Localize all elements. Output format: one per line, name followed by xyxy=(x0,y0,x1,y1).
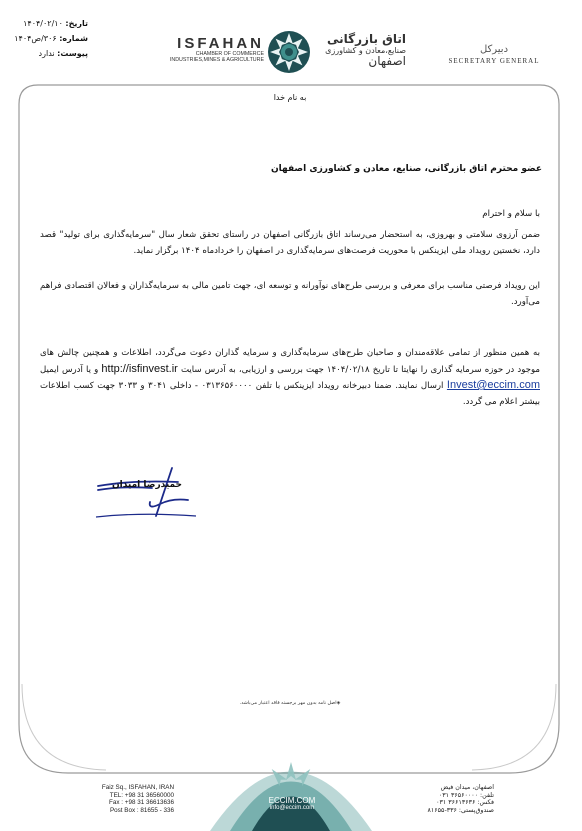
date-value: ۱۴۰۴/۰۲/۱۰ xyxy=(23,19,63,28)
logo-line3-fa: اصفهان xyxy=(368,54,406,68)
logo-line2-fa: صنایع،معادن و کشاورزی xyxy=(325,46,406,55)
recipient-line: عضو محترم اتاق بازرگانی، صنایع، معادن و کشاورزی اصفهان xyxy=(270,164,542,174)
footer-en-line: Post Box : 81655 - 336 xyxy=(109,806,174,814)
attachment-value: ندارد xyxy=(38,49,55,58)
secretary-title-fa: دبیرکل xyxy=(479,44,509,55)
footer-ornament-icon xyxy=(200,722,382,831)
paragraph-3 xyxy=(40,346,540,410)
logo-line1-fa: اتاق بازرگانی xyxy=(327,32,406,46)
date-label: تاریخ: xyxy=(65,19,88,28)
attachment-label: پیوست: xyxy=(57,49,88,58)
footer-fa-line: تلفن: ۳۶۵۶۰۰۰۰ ۰۳۱ xyxy=(438,791,494,799)
greeting: با سلام و احترام xyxy=(482,209,540,219)
paragraph-3-part-c: ارسال نمایند. xyxy=(395,381,444,391)
footer-site-url[interactable]: ECCIM.COM xyxy=(268,796,316,805)
footer-en-line: Faiz Sq., ISFAHAN, IRAN xyxy=(101,784,174,791)
letter-meta xyxy=(8,16,88,61)
paragraph-3-part-a: به همین منظور از تمامی علاقه‌مندان و صاحبان طرح‌های سرمایه‌گذاری و سرمایه گذاران دعوت می‌گردد، اطلاعات و همچنین چالش های موجود در حوزه سرمایه گذاری را نهایتا تا تاریخ ۱۴۰۴/۰۲/۱۸ جهت بررسی و ارزیابی، به آدرس سایت xyxy=(40,348,541,375)
paragraph-1: ضمن آرزوی سلامتی و بهروزی، به استحضار می‌رساند اتاق بازرگانی اصفهان در راستای تحقق شعار سال "سرمایه‌گذاری برای تولید" قصد دارد، نخستین رویداد ملی ایزینکس با محوریت فرصت‌های سرمایه‌گذاری در اصفهان را خردادماه ۱۴۰۴ برگزار نماید. xyxy=(40,230,540,256)
footer-contact-en xyxy=(86,784,174,814)
footer-site-email[interactable]: info@eccim.com xyxy=(269,805,315,811)
paragraph-4: ضمنا دبیرخانه رویداد ایزینکس با تلفن ۰۳۱۳۶۵۶۰۰۰۰ - داخلی ۳۰۴۱ و ۳۰۳۳ جهت کسب اطلاعات بیشتر اعلام می گردد. xyxy=(40,381,540,407)
website-link[interactable]: http://isfinvest.ir xyxy=(101,362,178,375)
signatory-name: حمیدرضا امیدان xyxy=(111,480,183,490)
logo-city-en: ISFAHAN xyxy=(177,35,264,52)
footer-fa-line: صندوق‌پستی: ۳۳۶-۸۱۶۵۵ xyxy=(427,806,494,814)
logo-english xyxy=(168,37,264,63)
paragraph-2: این رویداد فرصتی مناسب برای معرفی و بررسی طرح‌های نوآورانه و توسعه ای، جهت تامین مالی به سرمایه‌گذاران و فعالان اقتصادی فراهم می‌آورد. xyxy=(40,281,540,307)
footer-fa-line: اصفهان، میدان فیض xyxy=(440,784,494,791)
secretary-general-title xyxy=(436,44,552,65)
footer-contact-fa xyxy=(404,784,494,814)
signature-scribble-icon xyxy=(92,462,202,520)
paragraph-3-part-b: و یا آدرس ایمیل xyxy=(40,364,99,375)
logo-line1-en: CHAMBER OF COMMERCE xyxy=(195,51,264,57)
footer-website xyxy=(242,796,342,811)
email-link[interactable]: Invest@eccim.com xyxy=(446,379,540,391)
basmala: به نام خدا xyxy=(273,93,307,102)
page-frame xyxy=(18,84,560,774)
footer-en-line: TEL: +98 31 36560000 xyxy=(109,791,174,799)
footnote: ◈اصل نامه بدون مهر برجسته فاقد اعتبار می‌باشد. xyxy=(239,701,341,706)
logo-persian xyxy=(316,34,406,67)
number-label: شماره: xyxy=(59,34,88,43)
logo-line2-en: INDUSTRIES,MINES & AGRICULTURE xyxy=(169,57,264,63)
secretary-title-en: SECRETARY GENERAL xyxy=(448,57,540,65)
number-value: ۳۰۶/ص۱۴۰۴ xyxy=(14,34,57,43)
chamber-logo-icon xyxy=(266,29,312,75)
footer-en-line: Fax : +98 31 36613636 xyxy=(109,799,174,807)
footer-fa-line: فکس: ۳۶۶۱۳۶۳۶ ۰۳۱ xyxy=(436,799,494,807)
